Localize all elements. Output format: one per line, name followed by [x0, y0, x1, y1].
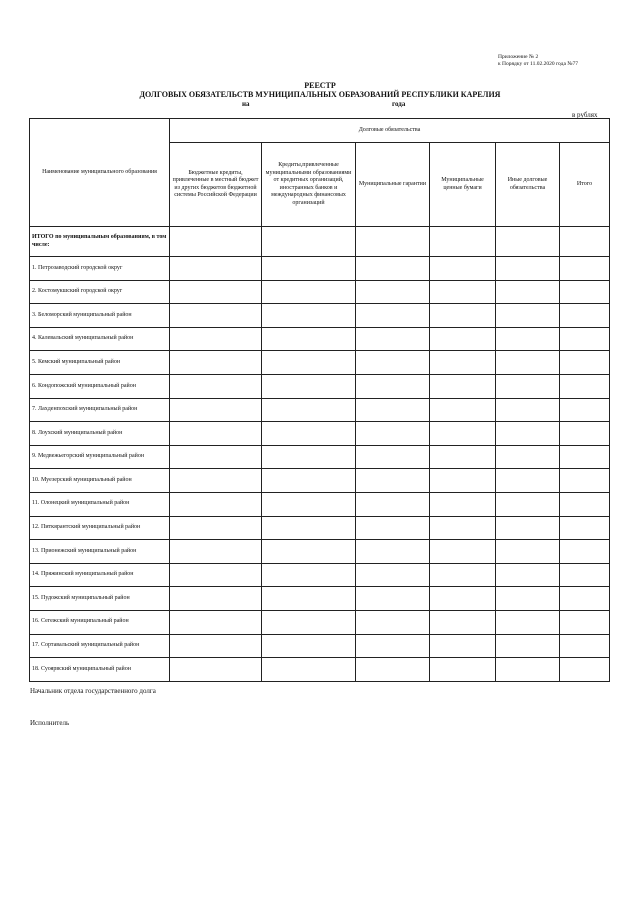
debt-obligations-header: Долговые обязательства [170, 119, 610, 143]
municipality-name: 14. Пряжинский муниципальный район [30, 563, 170, 587]
table-cell [560, 658, 610, 682]
table-cell [430, 540, 496, 564]
table-cell [560, 280, 610, 304]
table-cell [496, 658, 560, 682]
table-cell [356, 398, 430, 422]
document-subtitle: ДОЛГОВЫХ ОБЯЗАТЕЛЬСТВ МУНИЦИПАЛЬНЫХ ОБРАЗОВАНИЙ РЕСПУБЛИКИ КАРЕЛИЯ [139, 90, 501, 99]
municipality-name: 16. Сегежский муниципальный район [30, 610, 170, 634]
table-cell [356, 351, 430, 375]
table-cell [356, 658, 430, 682]
municipality-name: 8. Лоухский муниципальный район [30, 422, 170, 446]
table-row [30, 658, 610, 682]
municipality-name: 7. Лахденпохский муниципальный район [30, 398, 170, 422]
table-cell [430, 422, 496, 446]
table-row [30, 304, 610, 328]
table-cell [430, 634, 496, 658]
table-cell [262, 540, 356, 564]
table-cell [430, 327, 496, 351]
column-header-guarantees: Муниципальные гарантии [356, 143, 430, 227]
table-row [30, 257, 610, 281]
table-cell [170, 445, 262, 469]
table-cell [170, 227, 262, 257]
table-cell [560, 540, 610, 564]
table-row [30, 445, 610, 469]
registry-table [29, 118, 610, 682]
table-cell [496, 634, 560, 658]
table-cell [170, 634, 262, 658]
table-cell [262, 257, 356, 281]
table-cell [170, 422, 262, 446]
municipality-name: 15. Пудожский муниципальный район [30, 587, 170, 611]
table-cell [262, 610, 356, 634]
table-cell [560, 327, 610, 351]
table-cell [170, 327, 262, 351]
date-on-label: на [242, 100, 250, 108]
table-row [30, 610, 610, 634]
table-cell [496, 445, 560, 469]
table-cell [356, 304, 430, 328]
municipality-name: 9. Медвежьегорский муниципальный район [30, 445, 170, 469]
column-header-budget-credits: Бюджетные кредиты, привлеченные в местный бюджет из других бюджетов бюджетной системы Российской Федерации [170, 143, 262, 227]
table-cell [262, 658, 356, 682]
table-cell [496, 587, 560, 611]
table-cell [430, 304, 496, 328]
table-cell [356, 492, 430, 516]
table-cell [356, 587, 430, 611]
appendix-note [498, 54, 628, 68]
municipality-name: 10. Муезерский муниципальный район [30, 469, 170, 493]
municipality-name: 4. Калевальский муниципальный район [30, 327, 170, 351]
table-cell [356, 257, 430, 281]
table-cell [560, 227, 610, 257]
table-cell [430, 227, 496, 257]
municipality-name: 11. Олонецкий муниципальный район [30, 492, 170, 516]
table-row [30, 492, 610, 516]
head-signature-label: Начальник отдела государственного долга [30, 687, 156, 695]
table-cell [430, 445, 496, 469]
table-cell [430, 398, 496, 422]
table-cell [430, 658, 496, 682]
table-cell [560, 304, 610, 328]
table-cell [170, 280, 262, 304]
table-cell [356, 516, 430, 540]
table-cell [262, 398, 356, 422]
municipality-name: 2. Костомукшский городской округ [30, 280, 170, 304]
table-row [30, 351, 610, 375]
table-row [30, 516, 610, 540]
municipality-name: 5. Кемский муниципальный район [30, 351, 170, 375]
municipality-name: 13. Прионежский муниципальный район [30, 540, 170, 564]
table-cell [356, 563, 430, 587]
table-cell [496, 304, 560, 328]
table-cell [170, 563, 262, 587]
table-cell [170, 587, 262, 611]
table-cell [560, 398, 610, 422]
municipality-name: 3. Беломорский муниципальный район [30, 304, 170, 328]
table-cell [262, 634, 356, 658]
table-cell [496, 227, 560, 257]
table-cell [170, 374, 262, 398]
table-cell [496, 257, 560, 281]
table-cell [496, 374, 560, 398]
table-row [30, 398, 610, 422]
table-cell [560, 587, 610, 611]
table-cell [356, 469, 430, 493]
table-row [30, 422, 610, 446]
units-label: в рублях [572, 111, 598, 119]
table-cell [356, 327, 430, 351]
table-cell [430, 587, 496, 611]
table-cell [496, 422, 560, 446]
table-cell [560, 563, 610, 587]
table-cell [356, 374, 430, 398]
table-cell [496, 563, 560, 587]
table-cell [262, 280, 356, 304]
executor-label: Исполнитель [30, 719, 70, 727]
total-row-label: ИТОГО по муниципальным образованиям, в том числе: [30, 227, 170, 257]
table-cell [560, 634, 610, 658]
table-cell [170, 658, 262, 682]
table-cell [560, 374, 610, 398]
table-cell [262, 469, 356, 493]
table-cell [170, 257, 262, 281]
table-cell [560, 351, 610, 375]
table-cell [430, 492, 496, 516]
table-cell [262, 516, 356, 540]
table-cell [170, 540, 262, 564]
table-cell [262, 227, 356, 257]
table-cell [262, 492, 356, 516]
table-cell [496, 351, 560, 375]
table-cell [262, 563, 356, 587]
table-cell [262, 587, 356, 611]
year-label: года [392, 100, 406, 108]
appendix-line-1: Приложение № 2 [498, 54, 539, 60]
table-cell [430, 257, 496, 281]
table-cell [496, 516, 560, 540]
total-row [30, 227, 610, 257]
table-cell [356, 445, 430, 469]
municipality-name: 18. Суоярвский муниципальный район [30, 658, 170, 682]
table-cell [430, 563, 496, 587]
table-cell [560, 469, 610, 493]
table-cell [560, 610, 610, 634]
table-cell [170, 610, 262, 634]
table-cell [170, 304, 262, 328]
table-cell [560, 422, 610, 446]
municipality-name: 6. Кондопожский муниципальный район [30, 374, 170, 398]
appendix-line-2: к Порядку от 11.02.2020 года №77 [498, 61, 579, 67]
column-header-bank-credits: Кредиты,привлеченные муниципальными образованиями от кредитных организаций, иностранных банков и международных финансовых организаций [262, 143, 356, 227]
municipality-name: 17. Сортавальский муниципальный район [30, 634, 170, 658]
table-cell [356, 227, 430, 257]
table-cell [430, 469, 496, 493]
table-cell [430, 610, 496, 634]
table-cell [496, 398, 560, 422]
table-row [30, 469, 610, 493]
table-cell [170, 469, 262, 493]
table-cell [430, 374, 496, 398]
table-row [30, 563, 610, 587]
table-cell [560, 516, 610, 540]
table-row [30, 280, 610, 304]
table-cell [496, 327, 560, 351]
table-cell [356, 280, 430, 304]
table-cell [262, 374, 356, 398]
table-cell [262, 351, 356, 375]
table-cell [496, 540, 560, 564]
table-cell [560, 492, 610, 516]
table-cell [170, 516, 262, 540]
table-cell [560, 257, 610, 281]
table-row [30, 634, 610, 658]
column-header-other: Иные долговые обязательства [496, 143, 560, 227]
table-cell [356, 422, 430, 446]
table-cell [496, 610, 560, 634]
table-cell [430, 516, 496, 540]
table-cell [170, 351, 262, 375]
table-cell [262, 327, 356, 351]
table-row [30, 540, 610, 564]
table-cell [430, 280, 496, 304]
table-row [30, 374, 610, 398]
table-row [30, 587, 610, 611]
table-cell [170, 398, 262, 422]
table-cell [170, 492, 262, 516]
table-cell [262, 304, 356, 328]
table-row [30, 327, 610, 351]
table-cell [496, 469, 560, 493]
table-cell [560, 445, 610, 469]
column-header-total: Итого [560, 143, 610, 227]
table-cell [430, 351, 496, 375]
municipality-name: 12. Питкярантский муниципальный район [30, 516, 170, 540]
table-cell [356, 540, 430, 564]
table-cell [496, 492, 560, 516]
name-column-header: Наименование муниципального образования [30, 119, 170, 227]
table-cell [356, 610, 430, 634]
table-cell [262, 445, 356, 469]
municipality-name: 1. Петрозаводский городской округ [30, 257, 170, 281]
table-cell [496, 280, 560, 304]
column-header-securities: Муниципальные ценные бумаги [430, 143, 496, 227]
table-cell [356, 634, 430, 658]
table-cell [262, 422, 356, 446]
document-title: РЕЕСТР [304, 81, 336, 90]
